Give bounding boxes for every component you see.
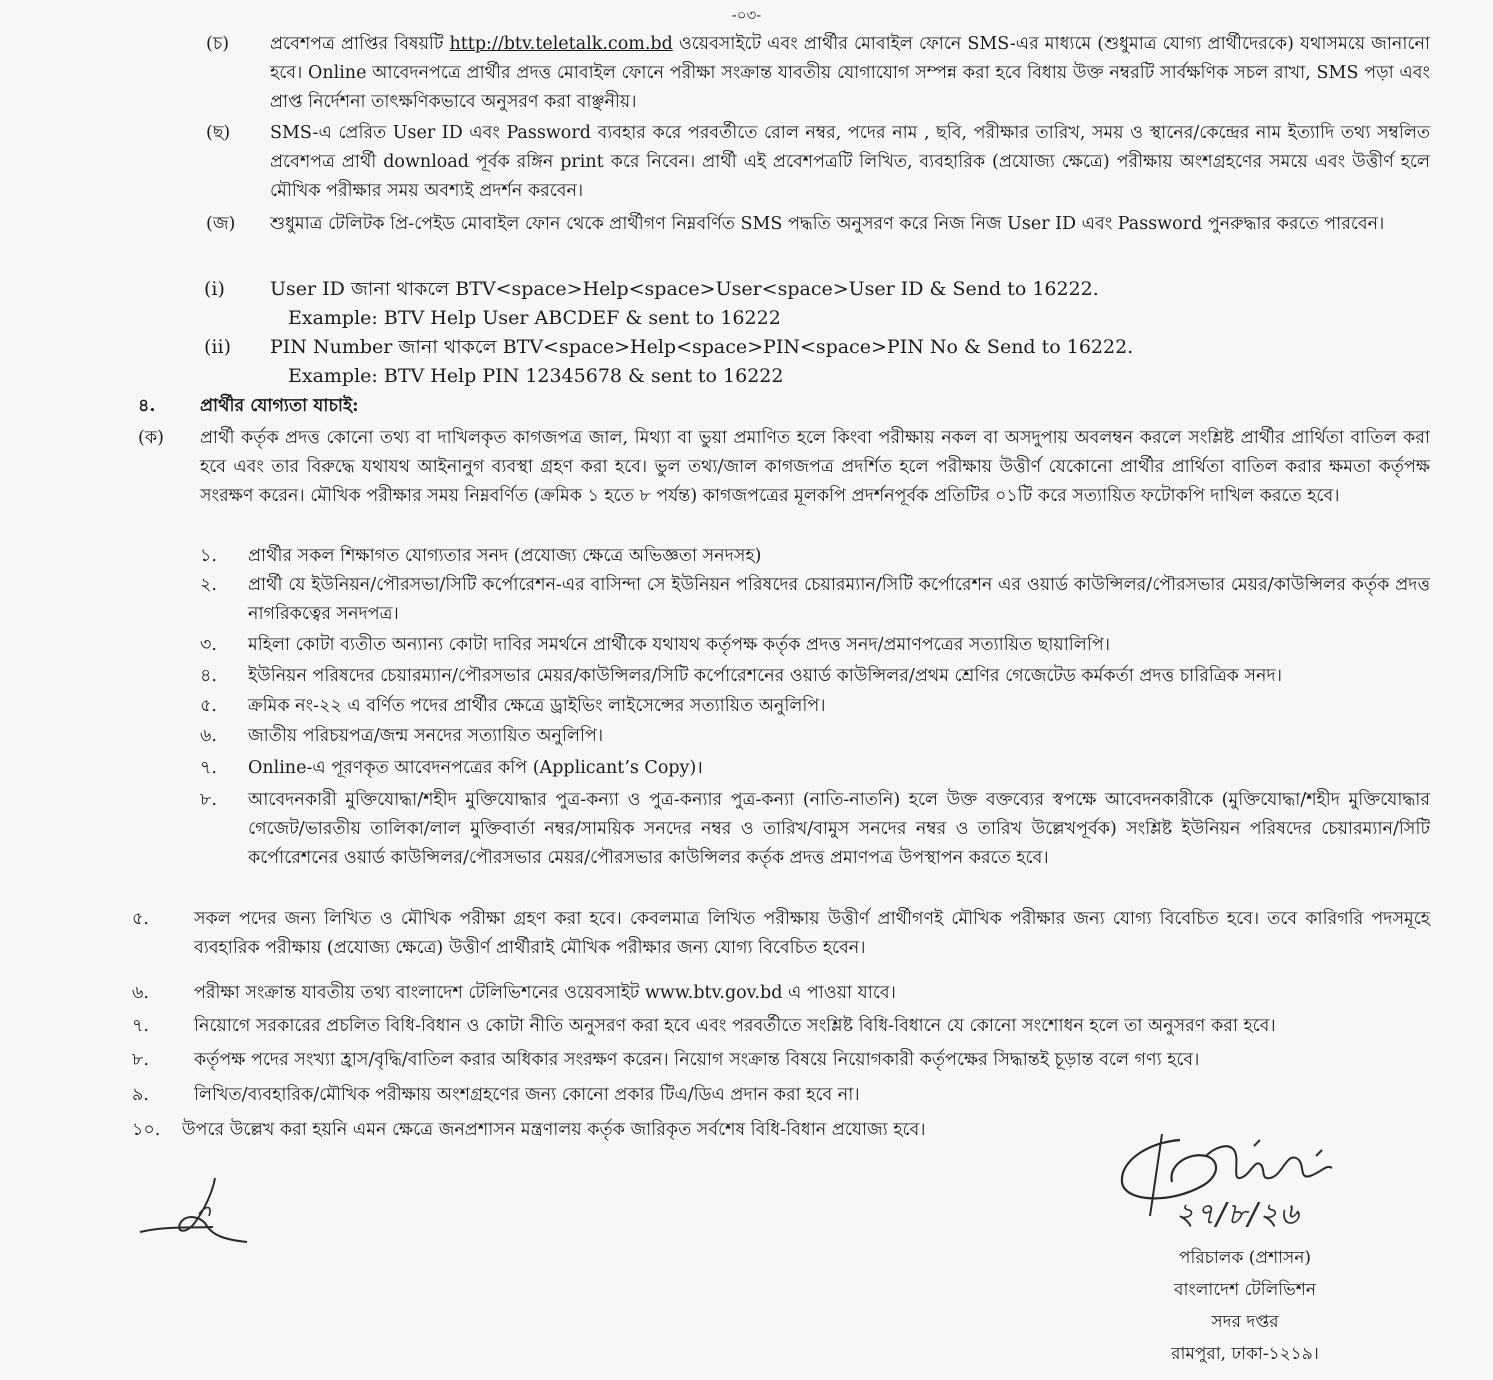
section-7-text: নিয়োগে সরকারের প্রচলিত বিধি-বিধান ও কোটা নীতি অনুসরণ করা হবে এবং পরবর্তীতে সংশ্লিষ্ট বিধি-বিধানে যে কোনো সংশোধন হলে তা অনুসরণ করা হবে। — [194, 1016, 1276, 1036]
doc-item-3 — [200, 631, 1430, 660]
section-5-text: সকল পদের জন্য লিখিত ও মৌখিক পরীক্ষা গ্রহণ করা হবে। কেবলমাত্র লিখিত পরীক্ষায় উত্তীর্ণ প্রার্থীগণই মৌখিক পরীক্ষার জন্য যোগ্য বিবেচিত হবে। তবে কারিগরি পদসমূহে ব্যবহারিক পরীক্ষায় (প্রযোজ্য ক্ষেত্রে) উত্তীর্ণ প্রার্থীরাই মৌখিক পরীক্ষার জন্য যোগ্য বিবেচিত হবেন। — [194, 909, 1430, 958]
signatory-organization: বাংলাদেশ টেলিভিশন — [1174, 1280, 1316, 1300]
clause-cha-text-pre: প্রবেশপত্র প্রাপ্তির বিষয়টি — [270, 34, 450, 54]
signature-date: ২৭/৮/২৬ — [1175, 1197, 1300, 1232]
teletalk-link[interactable]: http://btv.teletalk.com.bd — [449, 34, 673, 54]
doc-item-4 — [200, 662, 1430, 691]
doc-item-8 — [200, 786, 1430, 873]
doc-item-6-text: জাতীয় পরিচয়পত্র/জন্ম সনদের সত্যায়িত অনুলিপি। — [248, 726, 604, 746]
section-9 — [132, 1081, 1430, 1110]
sms-option-2-text: PIN Number জানা থাকলে BTV<space>Help<space>PIN<space>PIN No & Send to 16222. — [270, 336, 1134, 358]
left-initial-signature — [135, 1170, 265, 1250]
clause-ka-label: (ক) — [138, 428, 164, 448]
page-number: -০৩- — [731, 6, 762, 24]
section-6-text: পরীক্ষা সংক্রান্ত যাবতীয় তথ্য বাংলাদেশ টেলিভিশনের ওয়েবসাইট www.btv.gov.bd এ পাওয়া যাবে। — [194, 983, 896, 1003]
sms-option-1-example: Example: BTV Help User ABCDEF & sent to 16222 — [288, 307, 781, 329]
doc-item-2-number: ২. — [200, 575, 217, 595]
clause-ja-text: শুধুমাত্র টেলিটক প্রি-পেইড মোবাইল ফোন থেকে প্রার্থীগণ নিম্নবর্ণিত SMS পদ্ধতি অনুসরণ করে নিজ নিজ User ID এবং Password পুনরুদ্ধার করতে পারবেন। — [270, 214, 1385, 234]
clause-ja — [200, 210, 1430, 239]
doc-item-5-number: ৫. — [200, 696, 217, 716]
doc-item-7-text: Online-এ পূরণকৃত আবেদনপত্রের কপি (Applicant’s Copy)। — [248, 758, 703, 778]
signatory-office: সদর দপ্তর — [1211, 1312, 1279, 1332]
doc-item-2 — [200, 571, 1430, 629]
doc-item-3-number: ৩. — [200, 635, 217, 655]
sms-option-1 — [200, 275, 1430, 333]
section-8-number: ৮. — [132, 1050, 149, 1070]
doc-item-6-number: ৬. — [200, 726, 217, 746]
doc-item-8-number: ৮. — [200, 790, 217, 810]
sms-option-2 — [200, 333, 1430, 391]
clause-cha-label: (চ) — [206, 34, 230, 54]
doc-item-1-number: ১. — [200, 546, 217, 566]
sms-option-1-label: (i) — [204, 278, 225, 300]
doc-item-5 — [200, 692, 1430, 721]
doc-item-4-text: ইউনিয়ন পরিষদের চেয়ারম্যান/পৌরসভার মেয়র/কাউন্সিলর/সিটি কর্পোরেশনের ওয়ার্ড কাউন্সিলর/প্রথম শ্রেণির গেজেটেড কর্মকর্তা প্রদত্ত চারিত্রিক সনদ। — [248, 666, 1282, 686]
section-8-text: কর্তৃপক্ষ পদের সংখ্যা হ্রাস/বৃদ্ধি/বাতিল করার অধিকার সংরক্ষণ করেন। নিয়োগ সংক্রান্ত বিষয়ে নিয়োগকারী কর্তৃপক্ষের সিদ্ধান্তই চূড়ান্ত বলে গণ্য হবে। — [194, 1050, 1200, 1070]
clause-cha — [200, 30, 1430, 117]
section-4-number: ৪. — [138, 396, 156, 416]
section-5 — [132, 905, 1430, 963]
sms-option-2-label: (ii) — [204, 336, 231, 358]
clause-cha-text — [270, 30, 1430, 117]
section-8 — [132, 1046, 1430, 1075]
sms-option-1-text: User ID জানা থাকলে BTV<space>Help<space>User<space>User ID & Send to 16222. — [270, 278, 1099, 300]
section-4-title: প্রার্থীর যোগ্যতা যাচাই: — [200, 396, 359, 416]
doc-item-4-number: ৪. — [200, 666, 217, 686]
clause-ja-label: (জ) — [206, 214, 236, 234]
doc-item-5-text: ক্রমিক নং-২২ এ বর্ণিত পদের প্রার্থীর ক্ষেত্রে ড্রাইভিং লাইসেন্সের সত্যায়িত অনুলিপি। — [248, 696, 826, 716]
clause-chha-text: SMS-এ প্রেরিত User ID এবং Password ব্যবহার করে পরবর্তীতে রোল নম্বর, পদের নাম , ছবি, পরীক্ষার তারিখ, সময় ও স্থানের/কেন্দ্রের নাম ইত্যাদি তথ্য সম্বলিত প্রবেশপত্র প্রার্থী download পূর্বক রঙ্গিন print করে নিবেন। প্রার্থী এই প্রবেশপত্রটি লিখিত, ব্যবহারিক (প্রযোজ্য ক্ষেত্রে) পরীক্ষায় অংশগ্রহণের সময়ে এবং উত্তীর্ণ হলে মৌখিক পরীক্ষার সময় অবশ্যই প্রদর্শন করবেন। — [270, 123, 1430, 201]
doc-item-7 — [200, 754, 1430, 783]
clause-chha-label: (ছ) — [206, 123, 231, 143]
doc-item-1-text: প্রার্থীর সকল শিক্ষাগত যোগ্যতার সনদ (প্রযোজ্য ক্ষেত্রে অভিজ্ঞতা সনদসহ) — [248, 546, 762, 566]
section-6 — [132, 979, 1430, 1008]
clause-cha-text-post: ওয়েবসাইটে এবং প্রার্থীর মোবাইল ফোনে SMS-এর মাধ্যমে (শুধুমাত্র যোগ্য প্রার্থীদেরকে) যথাসময়ে জানানো হবে। Online আবেদনপত্রে প্রার্থীর প্রদত্ত মোবাইল ফোনে পরীক্ষা সংক্রান্ত যাবতীয় যোগাযোগ সম্পন্ন করা হবে বিধায় উক্ত নম্বরটি সার্বক্ষণিক সচল রাখা, SMS পড়া এবং প্রাপ্ত নির্দেশনা তাৎক্ষণিকভাবে অনুসরণ করা বাঞ্ছনীয়। — [270, 34, 1430, 112]
doc-item-6 — [200, 722, 1430, 751]
section-5-number: ৫. — [132, 909, 149, 929]
section-9-text: লিখিত/ব্যবহারিক/মৌখিক পরীক্ষায় অংশগ্রহণের জন্য কোনো প্রকার টিএ/ডিএ প্রদান করা হবে না। — [194, 1085, 860, 1105]
section-9-number: ৯. — [132, 1085, 149, 1105]
section-10-number: ১০. — [132, 1120, 161, 1140]
section-6-number: ৬. — [132, 983, 149, 1003]
doc-item-7-number: ৭. — [200, 758, 217, 778]
section-4-heading — [138, 392, 1428, 421]
clause-ka-text: প্রার্থী কর্তৃক প্রদত্ত কোনো তথ্য বা দাখিলকৃত কাগজপত্র জাল, মিথ্যা বা ভুয়া প্রমাণিত হলে কিংবা পরীক্ষায় নকল বা অসদুপায় অবলম্বন করলে সংশ্লিষ্ট প্রার্থীর প্রার্থিতা বাতিল করা হবে এবং তার বিরুদ্ধে যথাযথ আইনানুগ ব্যবস্থা গ্রহণ করা হবে। ভুল তথ্য/জাল কাগজপত্র প্রদর্শিত হলে পরীক্ষায় উত্তীর্ণ যেকোনো প্রার্থীর প্রার্থিতা বাতিল করার ক্ষমতা কর্তৃপক্ষ সংরক্ষণ করেন। মৌখিক পরীক্ষার সময় নিম্নবর্ণিত (ক্রমিক ১ হতে ৮ পর্যন্ত) কাগজপত্রের মূলকপি প্রদর্শনপূর্বক প্রতিটির ০১টি করে সত্যায়িত ফটোকপি দাখিল করতে হবে। — [200, 428, 1430, 506]
signatory-designation: পরিচালক (প্রশাসন) — [1178, 1248, 1312, 1268]
section-7 — [132, 1012, 1430, 1041]
sms-option-2-example: Example: BTV Help PIN 12345678 & sent to 16222 — [288, 365, 784, 387]
clause-chha — [200, 119, 1430, 206]
section-7-number: ৭. — [132, 1016, 149, 1036]
doc-item-3-text: মহিলা কোটা ব্যতীত অন্যান্য কোটা দাবির সমর্থনে প্রার্থীকে যথাযথ কর্তৃপক্ষ কর্তৃক প্রদত্ত সনদ/প্রমাণপত্রের সত্যায়িত ছায়ালিপি। — [248, 635, 1110, 655]
signatory-address: রামপুরা, ঢাকা-১২১৯। — [1171, 1344, 1319, 1364]
doc-item-8-text: আবেদনকারী মুক্তিযোদ্ধা/শহীদ মুক্তিযোদ্ধার পুত্র-কন্যা ও পুত্র-কন্যার পুত্র-কন্যা (নাতি-নাতনি) হলে উক্ত বক্তব্যের স্বপক্ষে আবেদনকারীকে (মুক্তিযোদ্ধা/শহীদ মুক্তিযোদ্ধার গেজেট/ভারতীয় তালিকা/লাল মুক্তিবার্তা নম্বর/সাময়িক সনদের নম্বর ও তারিখ/বামুস সনদের নম্বর ও তারিখ উল্লেখপূর্বক) সংশ্লিষ্ট ইউনিয়ন পরিষদের চেয়ারম্যান/সিটি কর্পোরেশনের ওয়ার্ড কাউন্সিলর/পৌরসভার মেয়র/পৌরসভার কাউন্সিলর কর্তৃক প্রদত্ত প্রমাণপত্র উপস্থাপন করতে হবে। — [248, 790, 1430, 868]
doc-item-1 — [200, 542, 1430, 571]
section-10-text: উপরে উল্লেখ করা হয়নি এমন ক্ষেত্রে জনপ্রশাসন মন্ত্রণালয় কর্তৃক জারিকৃত সর্বশেষ বিধি-বিধান প্রযোজ্য হবে। — [182, 1120, 926, 1140]
doc-item-2-text: প্রার্থী যে ইউনিয়ন/পৌরসভা/সিটি কর্পোরেশন-এর বাসিন্দা সে ইউনিয়ন পরিষদের চেয়ারম্যান/সিটি কর্পোরেশন এর ওয়ার্ড কাউন্সিলর/পৌরসভার মেয়র/কাউন্সিলর কর্তৃক প্রদত্ত নাগরিকত্বের সনদপত্র। — [248, 575, 1430, 624]
clause-ka — [138, 424, 1430, 511]
